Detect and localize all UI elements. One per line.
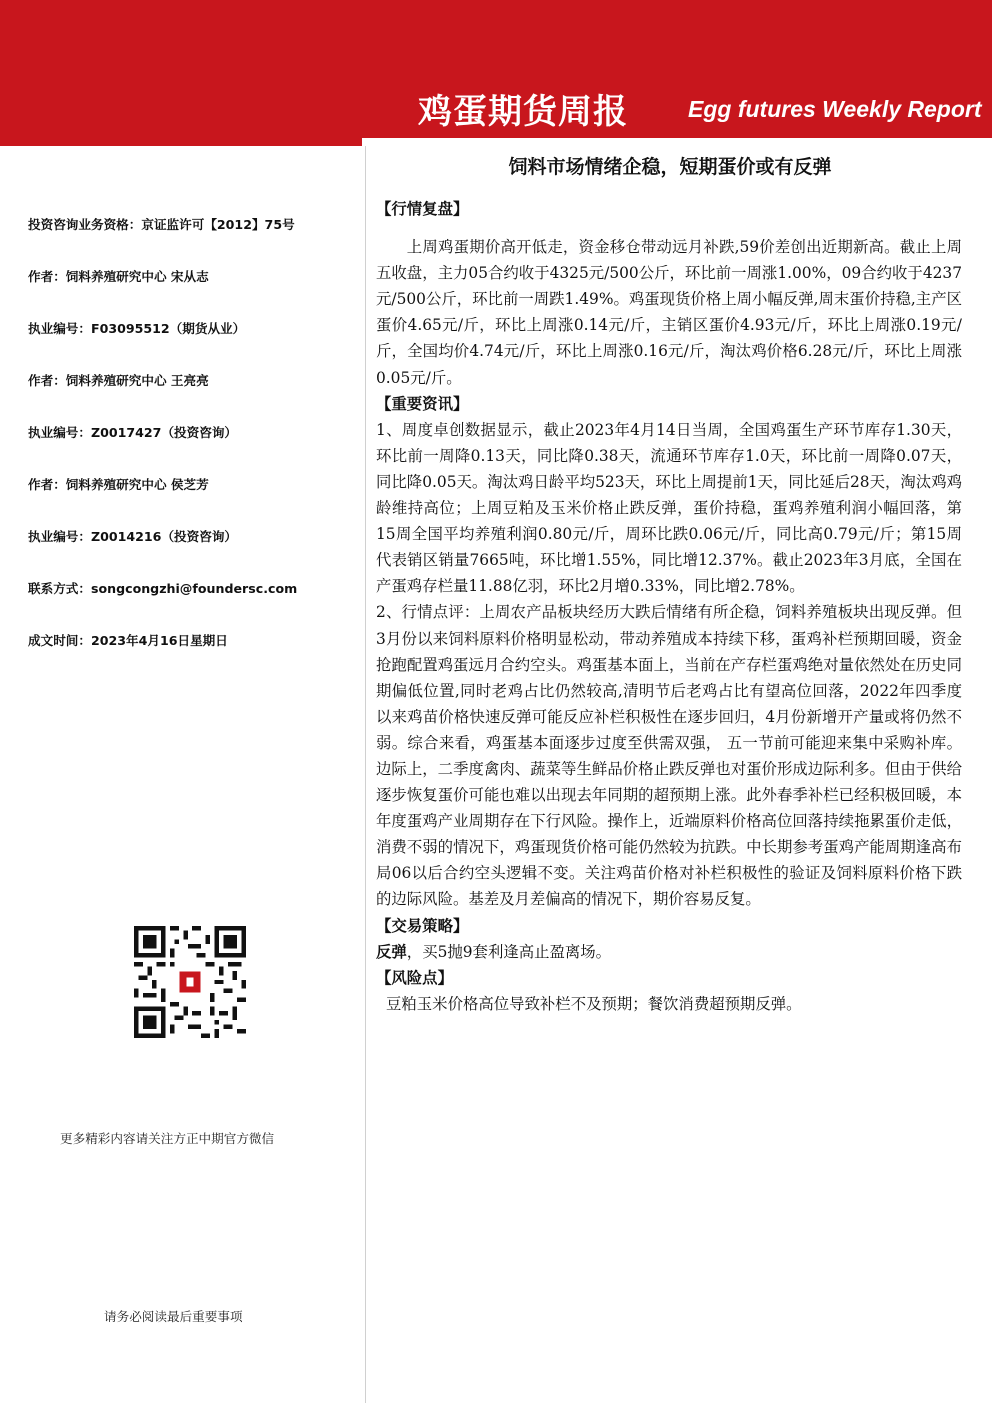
market-review-paragraph: 上周鸡蛋期价高开低走，资金移仓带动远月补跌,59价差创出近期新高。截止上周五收盘，主力05合约收于4325元/500公斤，环比前一周涨1.00%，09合约收于4237元/500公斤，环比前一周跌1.49%。鸡蛋现货价格上周小幅反弹,周末蛋价持稳,主产区蛋价4.65元/斤，环比上周涨0.14元/斤，主销区蛋价4.93元/斤，环比上周涨0.19元/斤，全国均价4.74元/斤，环比上周涨0.16元/斤，淘汰鸡价格6.28元/斤，环比上周涨0.05元/斤。 (376, 238, 962, 387)
section-heading-key-news: 【重要资讯】 (376, 394, 469, 413)
strategy-lead: 反弹 (376, 942, 407, 961)
key-news-item-1: 1、周度卓创数据显示，截止2023年4月14日当周，全国鸡蛋生产环节库存1.30天，环比前一周降0.13天，同比降0.38天，流通环节库存1.0天，环比前一周降0.07天，同比降0.05天。淘汰鸡日龄平均523天，环比上周提前1天，同比延后28天，淘汰鸡鸡龄维持高位；上周豆粕及玉米价格止跌反弹，蛋价持稳，蛋鸡养殖利润小幅回落，第15周全国平均养殖利润0.80元/斤，周环比跌0.06元/斤，同比高0.79元/斤；第15周代表销区销量7665吨，环比增1.55%，同比增12.37%。截止2023年3月底，全国在产蛋鸡存栏量11.88亿羽，环比2月增0.33%，同比增2.78%。 (376, 420, 962, 596)
qr-caption: 更多精彩内容请关注方正中期官方微信 (60, 1131, 275, 1146)
section-heading-risk: 【风险点】 (376, 968, 453, 987)
disclaimer-note: 请务必阅读最后重要事项 (104, 1309, 243, 1324)
sidebar-contact: 联系方式：songcongzhi@foundersc.com (28, 581, 298, 596)
report-body (376, 196, 962, 1017)
sidebar-author-3: 作者：饲料养殖研究中心 侯芝芳 (28, 477, 209, 492)
key-news-item-2: 2、行情点评：上周农产品板块经历大跌后情绪有所企稳，饲料养殖板块出现反弹。但3月份以来饲料原料价格明显松动，带动养殖成本持续下移，蛋鸡补栏预期回暖，资金抢跑配置鸡蛋远月合约空头。鸡蛋基本面上，当前在产存栏蛋鸡绝对量依然处在历史同期偏低位置,同时老鸡占比仍然较高,清明节后老鸡占比有望高位回落，2022年四季度以来鸡苗价格快速反弹可能反应补栏积极性在逐步回归，4月份新增开产量或将仍然不弱。综合来看，鸡蛋基本面逐步过度至供需双强， 五一节前可能迎来集中采购补库。边际上，二季度禽肉、蔬菜等生鲜品价格止跌反弹也对蛋价形成边际利多。但由于供给逐步恢复蛋价可能也难以出现去年同期的超预期上涨。此外春季补栏已经积极回暖，本年度蛋鸡产业周期存在下行风险。操作上，近端原料价格高位回落持续拖累蛋价走低，消费不弱的情况下，鸡蛋现货价格可能仍然较为抗跌。中长期参考蛋鸡产能周期逢高布局06以后合约空头逻辑不变。关注鸡苗价格对补栏积极性的验证及饲料原料价格下跌的边际风险。基差及月差偏高的情况下，期价容易反复。 (376, 603, 962, 909)
report-headline: 饲料市场情绪企稳，短期蛋价或有反弹 (508, 156, 832, 178)
header-white-tab (362, 138, 992, 150)
sidebar-license-2: 执业编号：Z0017427（投资咨询） (28, 425, 238, 440)
report-title-cn: 鸡蛋期货周报 (418, 92, 628, 132)
strategy-body: ，买5抛9套利逢高止盈离场。 (406, 942, 612, 961)
qr-code-icon (134, 926, 246, 1038)
section-heading-market-review: 【行情复盘】 (376, 200, 469, 218)
sidebar-author-2: 作者：饲料养殖研究中心 王亮亮 (28, 373, 209, 388)
sidebar-divider (365, 146, 366, 1403)
section-heading-strategy: 【交易策略】 (376, 916, 469, 935)
sidebar-license-3: 执业编号：Z0014216（投资咨询） (28, 529, 238, 544)
sidebar-license-1: 执业编号：F03095512（期货从业） (28, 321, 246, 336)
sidebar-qualification: 投资咨询业务资格：京证监许可【2012】75号 (28, 217, 295, 232)
strategy-paragraph (376, 939, 962, 965)
sidebar-date: 成文时间：2023年4月16日星期日 (28, 633, 228, 648)
sidebar-author-1: 作者：饲料养殖研究中心 宋从志 (28, 269, 209, 284)
risk-paragraph: 豆粕玉米价格高位导致补栏不及预期；餐饮消费超预期反弹。 (386, 994, 802, 1013)
report-title-en: Egg futures Weekly Report (688, 96, 982, 122)
